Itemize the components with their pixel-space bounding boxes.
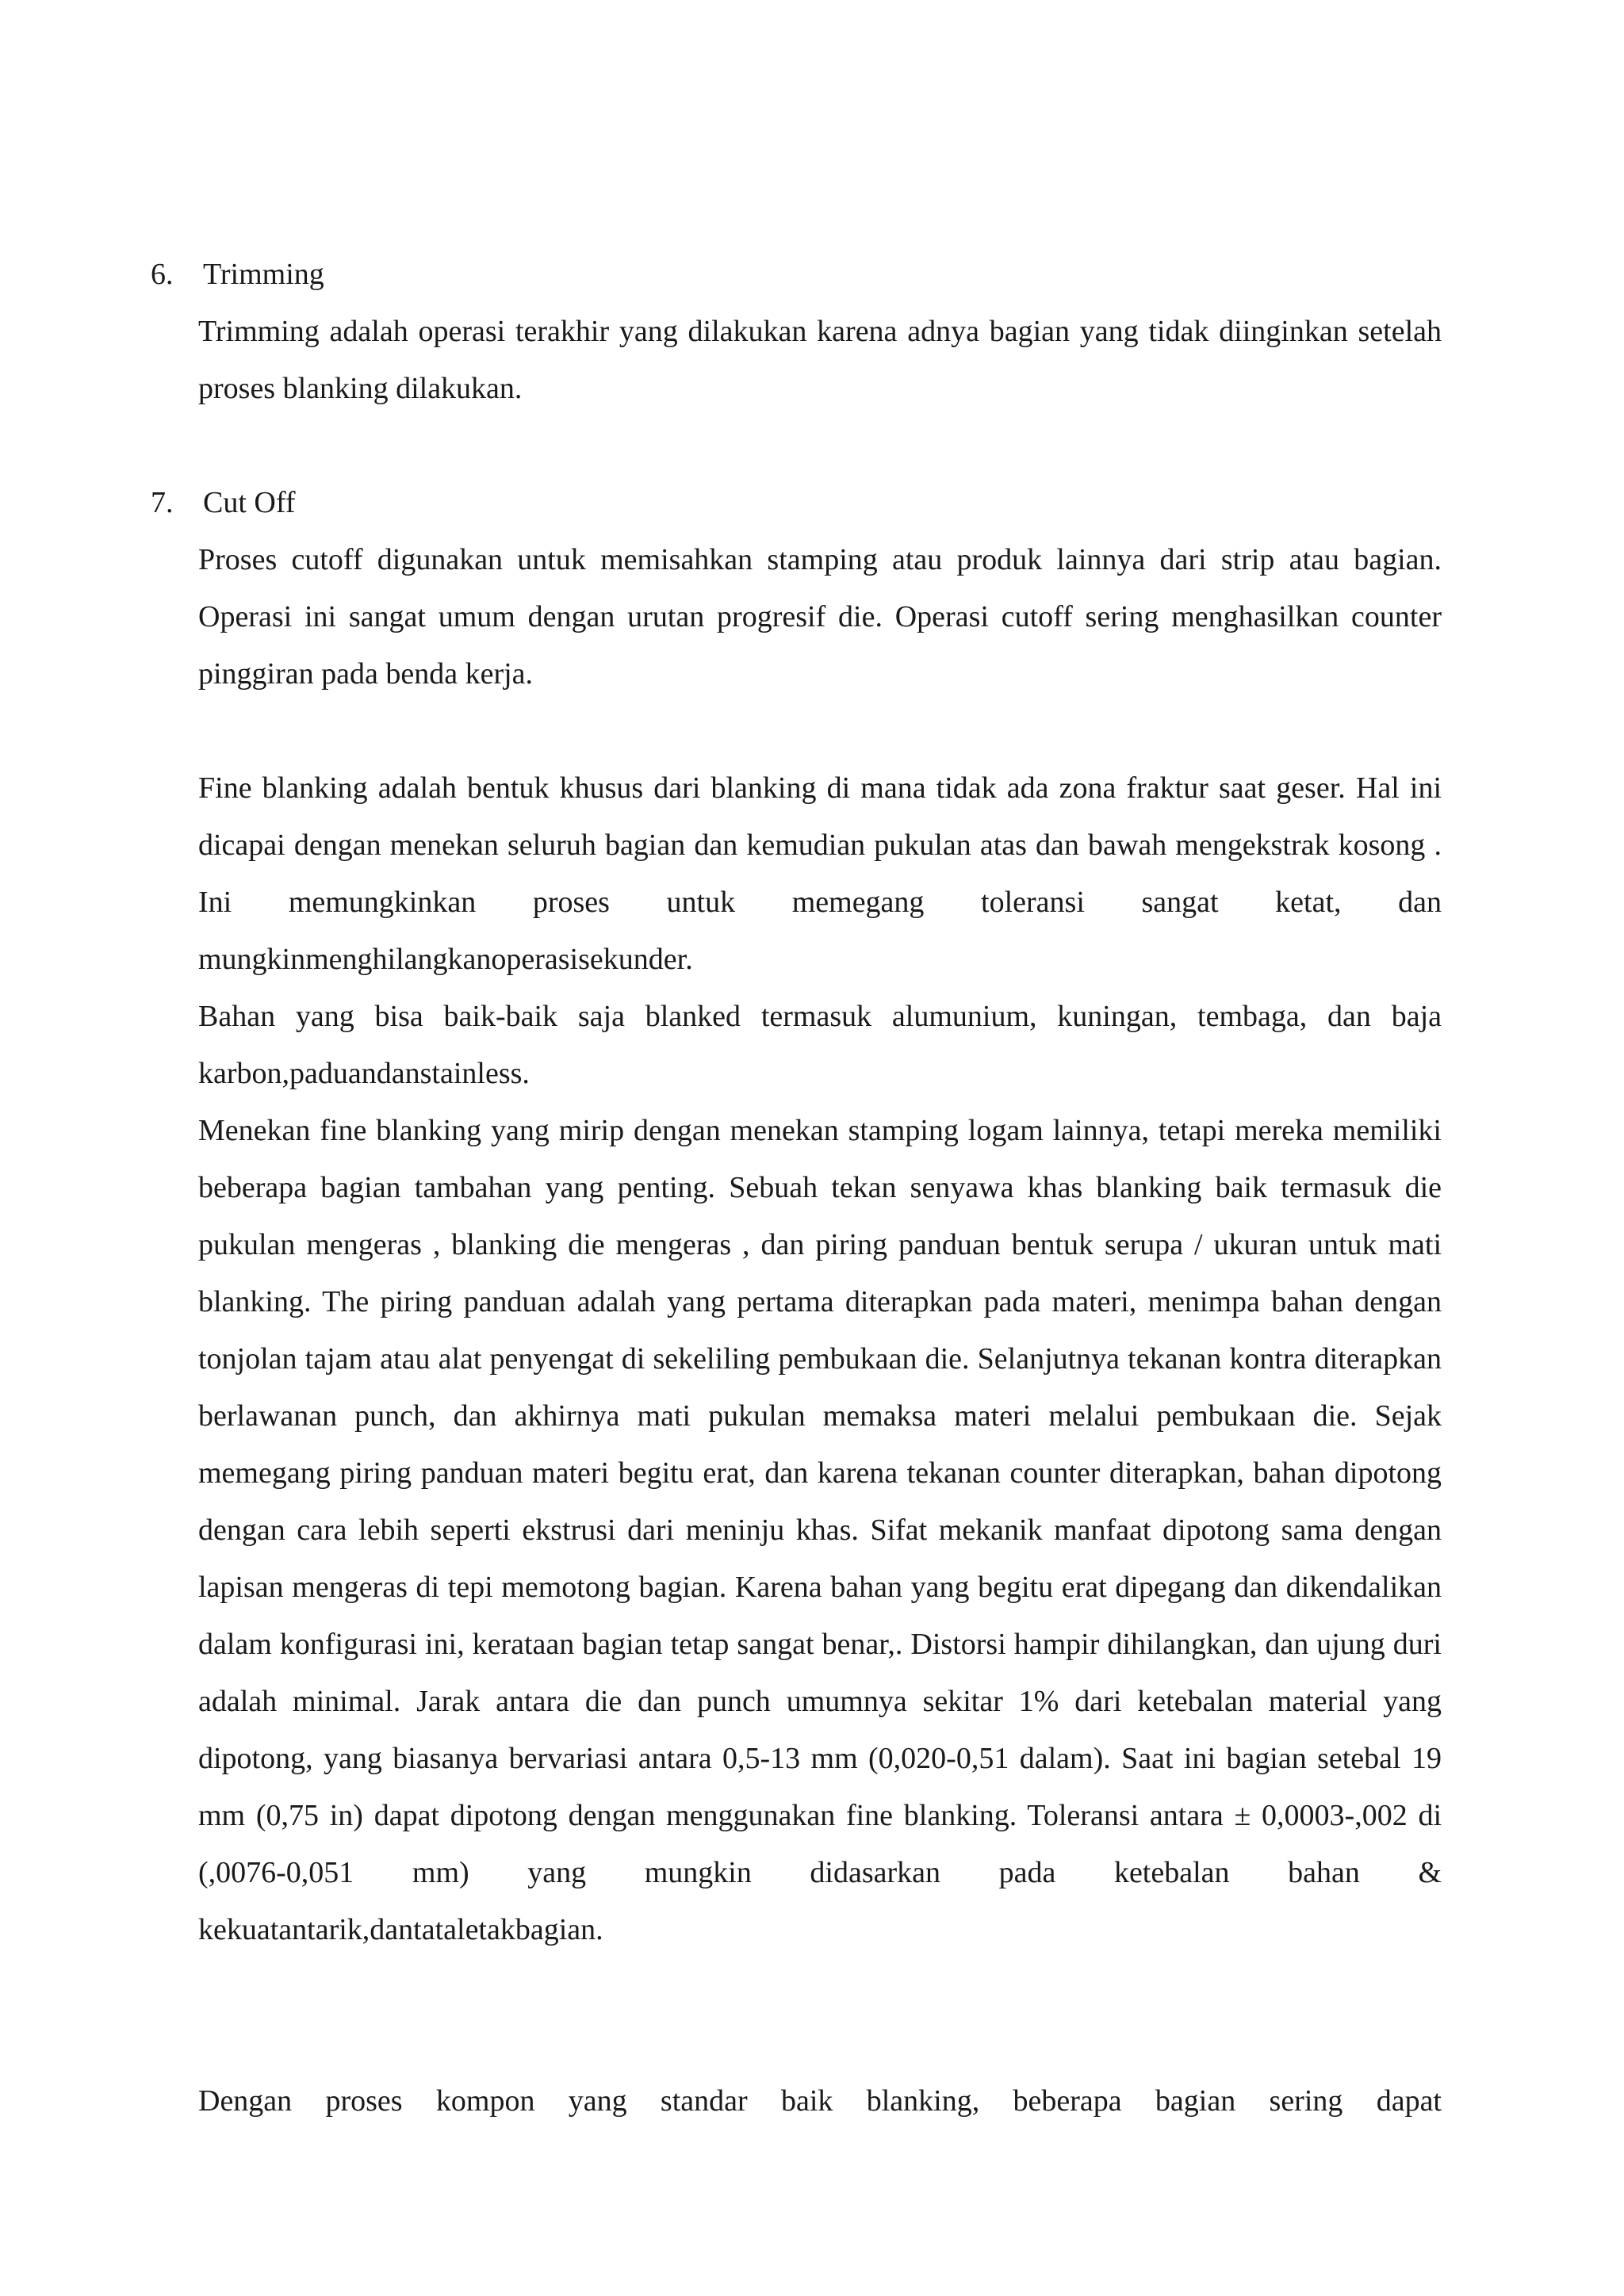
section-heading-trimming: Trimming [203, 258, 324, 291]
paragraph-fine-blanking-press: Menekan fine blanking yang mirip dengan menekan stamping logam lainnya, tetapi mereka memiliki beberapa bagian tambahan yang penting. Sebuah tekan senyawa khas blanking baik termasuk die pukulan mengeras , blanking die mengeras , dan piring panduan bentuk serupa / ukuran untuk mati blanking. The piring panduan adalah yang pertama diterapkan pada materi, menimpa bahan dengan tonjolan tajam atau alat penyengat di sekeliling pembukaan die. Selanjutnya tekanan kontra diterapkan berlawanan punch, dan akhirnya mati pukulan memaksa materi melalui pembukaan die. Sejak memegang piring panduan materi begitu erat, dan karena tekanan counter diterapkan, bahan dipotong dengan cara lebih seperti ekstrusi dari meninju khas. Sifat mekanik manfaat dipotong sama dengan lapisan mengeras di tepi memotong bagian. Karena bahan yang begitu erat dipegang dan dikendalikan dalam konfigurasi ini, kerataan bagian tetap sangat benar,. Distorsi hampir dihilangkan, dan ujung duri adalah minimal. Jarak antara die dan punch umumnya sekitar 1% dari ketebalan material yang dipotong, yang biasanya bervariasi antara 0,5-13 mm (0,020-0,51 dalam). Saat ini bagian setebal 19 mm (0,75 in) dapat dipotong dengan menggunakan fine blanking. Toleransi antara ± 0,0003-,002 di (,0076-0,051 mm) yang mungkin didasarkan pada ketebalan bahan & kekuatantarik,dantataletakbagian. [198, 1114, 1442, 1946]
paragraph-trimming: Trimming adalah operasi terakhir yang dilakukan karena adnya bagian yang tidak diinginkan setelah proses blanking dilakukan. [198, 315, 1442, 405]
section-heading-cut-off: Cut Off [203, 486, 296, 519]
paragraph-compound-process: Dengan proses kompon yang standar baik blanking, beberapa bagian sering dapat [198, 2084, 1442, 2118]
list-number: 7. [151, 486, 174, 519]
paragraph-fine-blanking-materials: Bahan yang bisa baik-baik saja blanked termasuk alumunium, kuningan, tembaga, dan baja karbon,paduandanstainless. [198, 1000, 1442, 1090]
paragraph-fine-blanking-intro: Fine blanking adalah bentuk khusus dari blanking di mana tidak ada zona fraktur saat geser. Hal ini dicapai dengan menekan seluruh bagian dan kemudian pukulan atas dan bawah mengekstrak kosong . Ini memungkinkan proses untuk memegang toleransi sangat ketat, dan mungkinmenghilangkanoperasisekunder. [198, 771, 1442, 976]
paragraph-cut-off: Proses cutoff digunakan untuk memisahkan stamping atau produk lainnya dari strip atau bagian. Operasi ini sangat umum dengan urutan progresif die. Operasi cutoff sering menghasilkan counter pinggiran pada benda kerja. [198, 543, 1442, 691]
list-number: 6. [151, 258, 174, 291]
